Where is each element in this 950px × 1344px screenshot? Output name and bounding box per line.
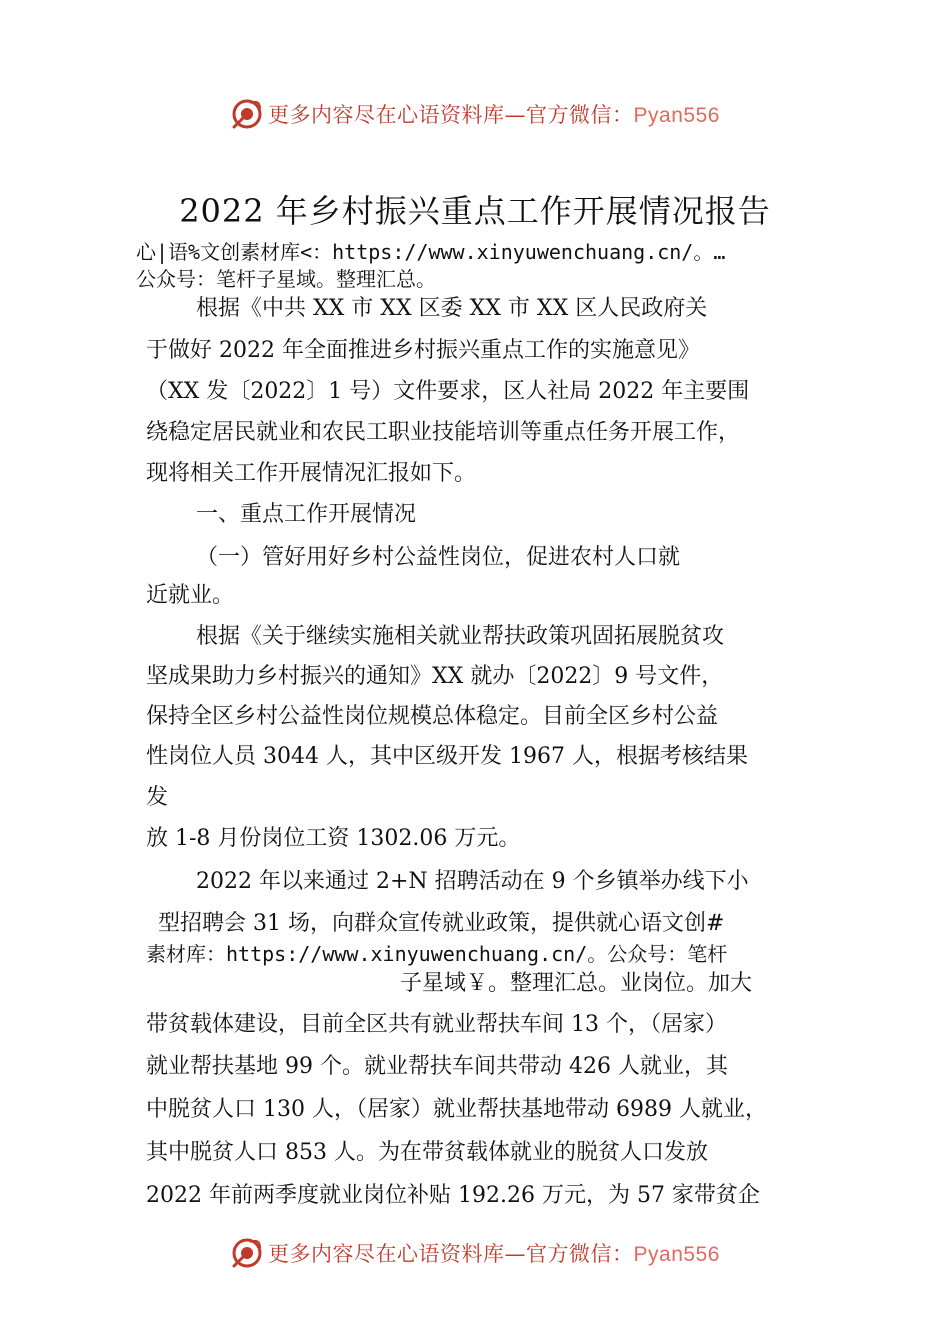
banner-text-group (268, 99, 720, 129)
paragraph-line: 子星域￥。整理汇总。业岗位。加大 (400, 971, 753, 996)
banner-text-group (268, 1238, 720, 1268)
paragraph-line: 型招聘会 31 场，向群众宣传就业政策，提供就心语文创# (158, 911, 725, 936)
banner-wechat-id: Pyan556 (633, 104, 720, 127)
paragraph-line: 现将相关工作开展情况汇报如下。 (146, 461, 477, 486)
footer-watermark-banner (0, 1233, 950, 1273)
subsection-heading: （一）管好用好乡村公益性岗位，促进农村人口就 (196, 545, 681, 570)
banner-dash: — (504, 1242, 527, 1266)
paragraph-line: 性岗位人员 3044 人，其中区级开发 1967 人，根据考核结果 (146, 744, 748, 769)
paragraph-line: 带贫载体建设，目前全区共有就业帮扶车间 13 个，（居家） (146, 1012, 727, 1037)
paragraph-line: 近就业。 (146, 583, 235, 608)
paragraph-line: 就业帮扶基地 99 个。就业帮扶车间共带动 426 人就业，其 (146, 1054, 728, 1079)
section-heading: 一、重点工作开展情况 (196, 502, 417, 527)
banner-slogan: 更多内容尽在心语资料库 (268, 1242, 505, 1266)
paragraph-line: 坚成果助力乡村振兴的通知》XX 就办〔2022〕9 号文件， (146, 664, 724, 689)
watermark-line: 素材库：https://www.xinyuwenchuang.cn/。公众号：笔杆 (146, 942, 728, 966)
paragraph-line: 根据《关于继续实施相关就业帮扶政策巩固拓展脱贫攻 (196, 624, 725, 649)
watermark-line: 心|语%文创素材库<：https://www.xinyuwenchuang.cn/。… (136, 240, 726, 264)
banner-wechat-label: 官方微信： (526, 103, 634, 127)
banner-slogan: 更多内容尽在心语资料库 (268, 103, 505, 127)
pen-logo-icon (230, 1236, 264, 1270)
watermark-line: 公众号：笔杆子星域。整理汇总。 (136, 267, 436, 291)
paragraph-line: 其中脱贫人口 853 人。为在带贫载体就业的脱贫人口发放 (146, 1140, 708, 1165)
paragraph-line: 中脱贫人口 130 人，（居家）就业帮扶基地带动 6989 人就业， (146, 1097, 767, 1122)
paragraph-line: 保持全区乡村公益性岗位规模总体稳定。目前全区乡村公益 (146, 704, 719, 729)
paragraph-line: 2022 年前两季度就业岗位补贴 192.26 万元，为 57 家带贫企 (146, 1183, 760, 1208)
paragraph-line: 根据《中共 XX 市 XX 区委 XX 市 XX 区人民政府关 (196, 296, 708, 321)
banner-wechat-id: Pyan556 (633, 1243, 720, 1266)
pen-logo-icon (230, 97, 264, 131)
document-title: 2022 年乡村振兴重点工作开展情况报告 (179, 192, 771, 230)
paragraph-line: 发 (146, 785, 169, 810)
paragraph-line: 于做好 2022 年全面推进乡村振兴重点工作的实施意见》 (146, 338, 700, 363)
paragraph-line: 2022 年以来通过 2+N 招聘活动在 9 个乡镇举办线下小 (196, 869, 749, 894)
header-watermark-banner (0, 94, 950, 134)
paragraph-line: 放 1-8 月份岗位工资 1302.06 万元。 (146, 826, 521, 851)
banner-wechat-label: 官方微信： (526, 1242, 634, 1266)
banner-dash: — (504, 103, 527, 127)
paragraph-line: （XX 发〔2022〕1 号）文件要求，区人社局 2022 年主要围 (146, 379, 750, 404)
paragraph-line: 绕稳定居民就业和农民工职业技能培训等重点任务开展工作， (146, 420, 741, 445)
